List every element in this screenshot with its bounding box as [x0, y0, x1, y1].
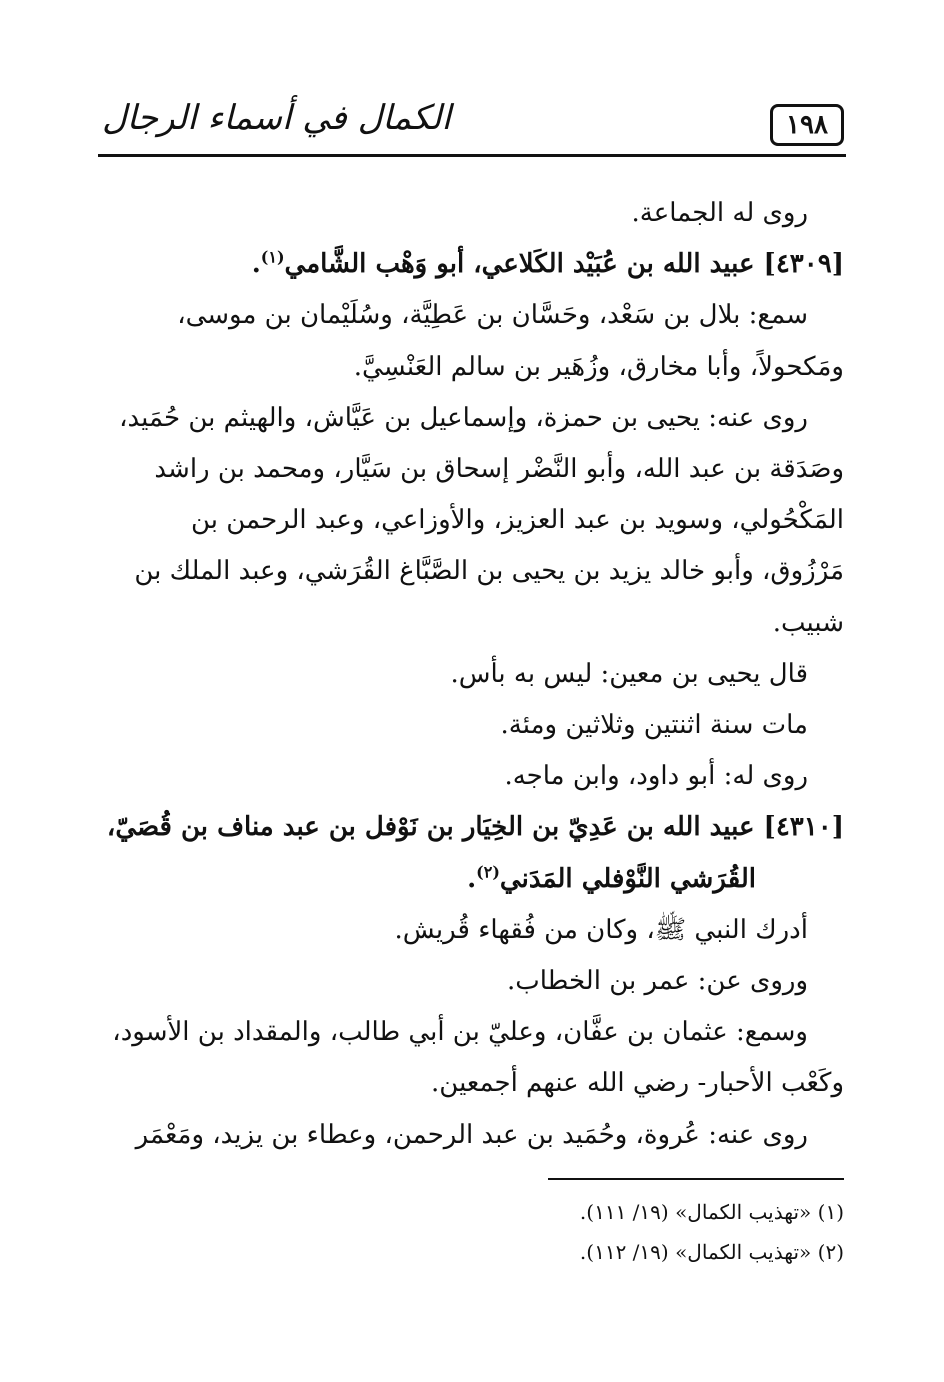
main-text	[100, 188, 844, 1161]
text-line: مات سنة اثنتين وثلاثين ومئة.	[500, 710, 808, 741]
text-line: روى عنه: يحيى بن حمزة، وإسماعيل بن عَيَّاش، والهيثم بن حُمَيد،	[119, 402, 808, 433]
entry-heading-end: .	[467, 863, 477, 894]
text-line: روى له الجماعة.	[631, 198, 808, 228]
text-line: وسمع: عثمان بن عفَّان، وعليّ بن أبي طالب، والمقداد بن الأسود،	[112, 1017, 808, 1048]
text-line: ومَكحولاً، وأبا مخارق، وزُهَير بن سالم العَنْسِيَّ.	[353, 351, 844, 382]
entry-heading-text: [٤٣٠٩] عبيد الله بن عُبَيْد الكَلاعي، أبو وَهْب الشَّامي	[284, 249, 844, 280]
text-line: شبيب.	[772, 607, 844, 638]
text-line: مَرْزُوق، وأبو خالد يزيد بن يحيى بن الصَّبَّاغ القُرَشي، وعبد الملك بن	[134, 556, 844, 587]
footnote-2: (٢) «تهذيب الكمال» (١٩/ ١١٢).	[579, 1240, 844, 1264]
text-line: سمع: بلال بن سَعْد، وحَسَّان بن عَطِيَّة، وسُلَيْمان بن موسى،	[177, 300, 808, 331]
footnotes	[100, 1192, 844, 1272]
page-number: ١٩٨	[770, 104, 844, 146]
entry-heading-end: .	[251, 249, 261, 280]
header-rule	[98, 154, 846, 157]
footnote-ref-1: (١)	[260, 247, 285, 267]
text-line: قال يحيى بن معين: ليس به بأس.	[450, 658, 808, 689]
text-line: وكَعْب الأحبار- رضي الله عنهم أجمعين.	[431, 1068, 844, 1099]
footnote-rule	[548, 1178, 844, 1180]
entry-heading-4310-cont	[100, 854, 844, 905]
text-line: أدرك النبي ﷺ، وكان من فُقهاء قُريش.	[394, 914, 808, 945]
footnote-1: (١) «تهذيب الكمال» (١٩/ ١١١).	[579, 1200, 844, 1224]
page-header	[98, 86, 846, 158]
text-line: روى له: أبو داود، وابن ماجه.	[504, 761, 808, 792]
entry-heading-text: القُرَشي النَّوْفلي المَدَني	[499, 863, 756, 894]
text-line: روى عنه: عُروة، وحُمَيد بن عبد الرحمن، وعطاء بن يزيد، ومَعْمَر	[135, 1119, 808, 1150]
entry-heading-4310: [٤٣١٠] عبيد الله بن عَدِيّ بن الخِيَار بن نَوْفل بن عبد مناف بن قُصَيّ،	[106, 812, 844, 843]
entry-heading-4309	[100, 239, 844, 290]
text-line: وصَدَقة بن عبد الله، وأبو النَّضْر إسحاق بن سَيَّار، ومحمد بن راشد	[154, 454, 844, 485]
text-line: المَكْحُولي، وسويد بن عبد العزيز، والأوزاعي، وعبد الرحمن بن	[190, 505, 844, 536]
footnote-ref-2: (٢)	[476, 861, 500, 881]
text-line: وروى عن: عمر بن الخطاب.	[507, 966, 808, 997]
running-title: الكمال في أسماء الرجال	[102, 98, 451, 138]
